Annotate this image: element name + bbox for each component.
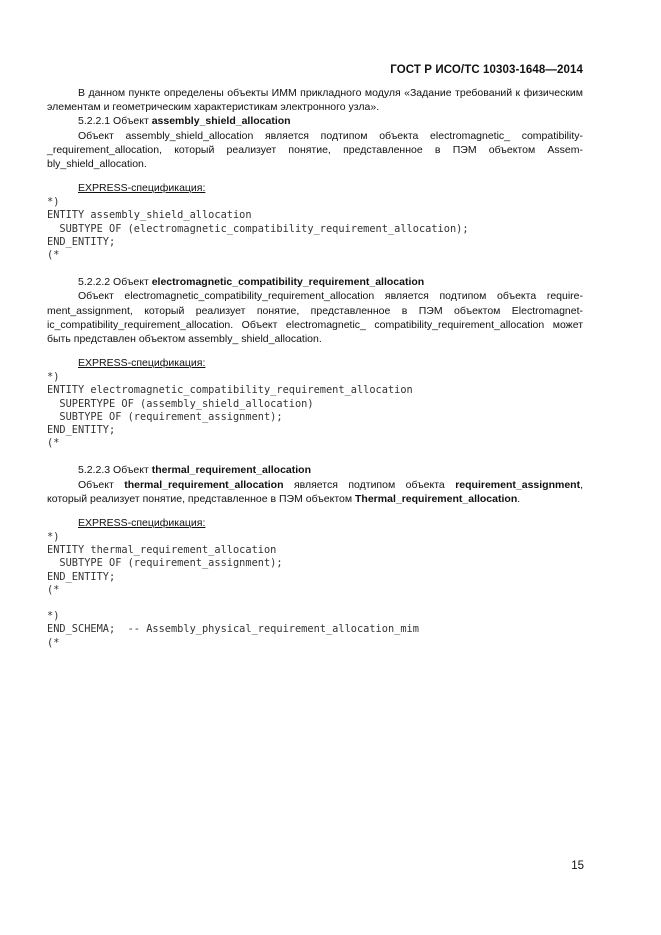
express-code-1: *) ENTITY assembly_shield_allocation SUBTYPE OF (electromagnetic_compatibility_requirement_allocation); END_ENTITY; (* <box>47 196 469 262</box>
document-header: ГОСТ Р ИСО/ТС 10303-1648—2014 <box>390 64 583 76</box>
section-number: 5.2.2.3 Объект <box>78 464 152 477</box>
section-heading-2 <box>47 275 583 289</box>
section-number: 5.2.2.1 Объект <box>78 115 152 128</box>
express-label-3: EXPRESS-спецификация: <box>78 517 206 530</box>
entity-name: electromagnetic_compatibility_requirement_allocation <box>151 276 425 289</box>
section-description-2: Объект electromagnetic_compatibility_requirement_allocation является подтипом объекта require-ment_assignment, который реализует понятие, представленное в ПЭМ объектом Electromagnet-ic_compatibility_requirement_allocation. Объект electromagnetic_ compatibility_requirement_allocation может быть представлен объектом assembly_ shield_allocation. <box>47 290 584 346</box>
section-description-1: Объект assembly_shield_allocation является подтипом объекта electromagnetic_ compatibility-_requirement_allocation, который реализует понятие, представленное в ПЭМ объектом Assem-bly_shield_allocation. <box>47 129 583 171</box>
intro-paragraph: В данном пункте определены объекты ИММ прикладного модуля «Задание требований к физическим элементам и геометрическим характеристикам электронного узла». <box>47 87 583 114</box>
page-content <box>47 86 583 650</box>
express-code-2: *) ENTITY electromagnetic_compatibility_requirement_allocation SUPERTYPE OF (assembly_shield_allocation) SUBTYPE OF (requirement_assignment); END_ENTITY; (* <box>47 371 413 450</box>
express-label-2: EXPRESS-спецификация: <box>78 357 206 370</box>
entity-name: assembly_shield_allocation <box>151 115 291 128</box>
express-label-1: EXPRESS-спецификация: <box>78 182 206 195</box>
entity-name: thermal_requirement_allocation <box>151 464 312 477</box>
section-heading-1 <box>47 114 583 128</box>
section-description-3: Объект thermal_requirement_allocation является подтипом объекта requirement_assignment, который реализует понятие, представленное в ПЭМ объектом Thermal_requirement_allocation. <box>47 478 583 505</box>
section-heading-3 <box>47 463 583 477</box>
express-code-3: *) ENTITY thermal_requirement_allocation SUBTYPE OF (requirement_assignment); END_ENTITY; (* <box>47 531 283 596</box>
section-number: 5.2.2.2 Объект <box>78 276 152 289</box>
end-schema-code: *) END_SCHEMA; -- Assembly_physical_requirement_allocation_mim (* <box>47 610 419 649</box>
page-number: 15 <box>571 860 584 872</box>
